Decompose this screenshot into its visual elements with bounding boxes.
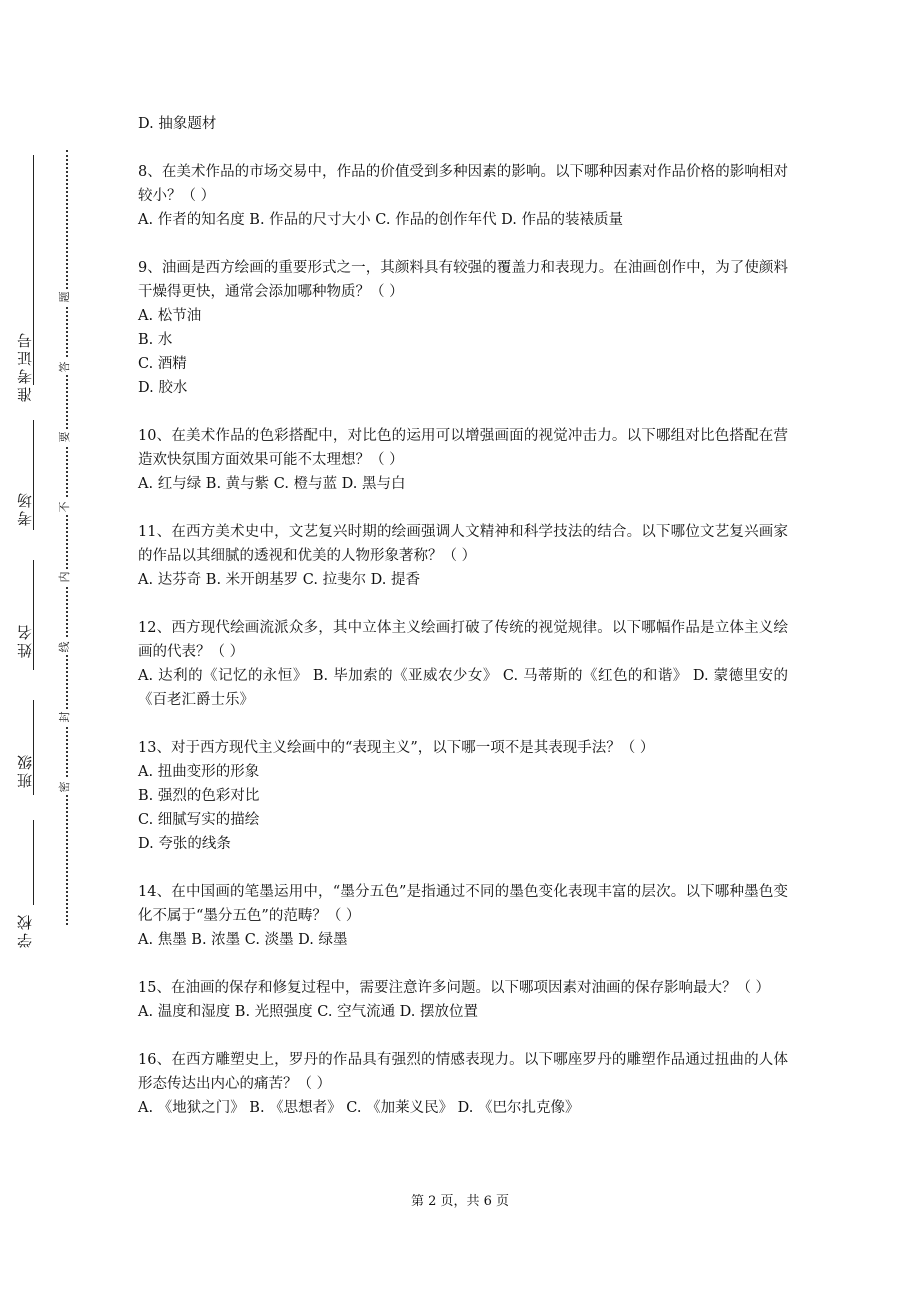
page-footer: 第 2 页，共 6 页 (410, 1194, 510, 1209)
question-14-text: 14、在中国画的笔墨运用中，“墨分五色”是指通过不同的墨色变化表现丰富的层次。以下哪种墨色变化不属于“墨分五色”的范畴？（ ） (138, 884, 788, 924)
seal-char: 封 (57, 709, 75, 725)
option-line: C. 细腻写实的描绘 (138, 812, 260, 828)
question-9-text: 9、油画是西方绘画的重要形式之一，其颜料具有较强的覆盖力和表现力。在油画创作中，为了使颜料干燥得更快，通常会添加哪种物质？（ ） (138, 260, 788, 300)
binding-margin (0, 0, 100, 1302)
question-11-options: A. 达芬奇 B. 米开朗基罗 C. 拉斐尔 D. 提香 (138, 572, 421, 588)
seal-char: 不 (57, 499, 75, 515)
question-13-text: 13、对于西方现代主义绘画中的“表现主义”，以下哪一项不是其表现手法？（ ） (138, 740, 655, 756)
field-name: 姓名 (16, 622, 34, 658)
question-11-text: 11、在西方美术史中，文艺复兴时期的绘画强调人文精神和科学技法的结合。以下哪位文艺复兴画家的作品以其细腻的透视和优美的人物形象著称？（ ） (138, 524, 788, 564)
seal-char: 答 (57, 359, 75, 375)
option-line: C. 酒精 (138, 356, 187, 372)
question-12-text: 12、西方现代绘画流派众多，其中立体主义绘画打破了传统的视觉规律。以下哪幅作品是立体主义绘画的代表？（ ） (138, 620, 788, 660)
question-15-options: A. 温度和湿度 B. 光照强度 C. 空气流通 D. 摆放位置 (138, 1004, 479, 1020)
option-line: A. 松节油 (138, 308, 202, 324)
option-line: A. 扭曲变形的形象 (138, 764, 260, 780)
option-line: B. 强烈的色彩对比 (138, 788, 260, 804)
question-16-options: A. 《地狱之门》 B. 《思想者》 C. 《加莱义民》 D. 《巴尔扎克像》 (138, 1100, 580, 1116)
question-8-text: 8、在美术作品的市场交易中，作品的价值受到多种因素的影响。以下哪种因素对作品价格的影响相对较小？（ ） (138, 164, 788, 204)
question-14-options: A. 焦墨 B. 浓墨 C. 淡墨 D. 绿墨 (138, 932, 348, 948)
question-list (138, 112, 788, 1120)
option-line: D. 夸张的线条 (138, 836, 231, 852)
field-class: 班级 (16, 752, 34, 788)
field-underline (33, 820, 34, 905)
field-school: 学校 (16, 912, 34, 948)
option-line: B. 水 (138, 332, 173, 348)
field-exam-room: 考场 (16, 490, 34, 526)
question-16-text: 16、在西方雕塑史上，罗丹的作品具有强烈的情感表现力。以下哪座罗丹的雕塑作品通过扭曲的人体形态传达出内心的痛苦？（ ） (138, 1052, 788, 1092)
question-10-text: 10、在美术作品的色彩搭配中，对比色的运用可以增强画面的视觉冲击力。以下哪组对比色搭配在营造欢快氛围方面效果可能不太理想？（ ） (138, 428, 788, 468)
field-exam-id: 准考证号 (16, 330, 34, 402)
option-line: D. 胶水 (138, 380, 188, 396)
question-10-options: A. 红与绿 B. 黄与紫 C. 橙与蓝 D. 黑与白 (138, 476, 406, 492)
seal-char: 要 (57, 429, 75, 445)
seal-char: 密 (57, 779, 75, 795)
question-15-text: 15、在油画的保存和修复过程中，需要注意许多问题。以下哪项因素对油画的保存影响最大？（ ） (138, 980, 771, 996)
seal-char: 线 (57, 639, 75, 655)
seal-dotted-line (66, 150, 68, 925)
question-12-options: A. 达利的《记忆的永恒》 B. 毕加索的《亚威农少女》 C. 马蒂斯的《红色的和谐》 D. 蒙德里安的《百老汇爵士乐》 (138, 668, 788, 708)
option-line: D. 抽象题材 (138, 116, 217, 132)
seal-char: 题 (57, 289, 75, 305)
question-8-options: A. 作者的知名度 B. 作品的尺寸大小 C. 作品的创作年代 D. 作品的装裱质量 (138, 212, 624, 228)
seal-char: 内 (57, 569, 75, 585)
